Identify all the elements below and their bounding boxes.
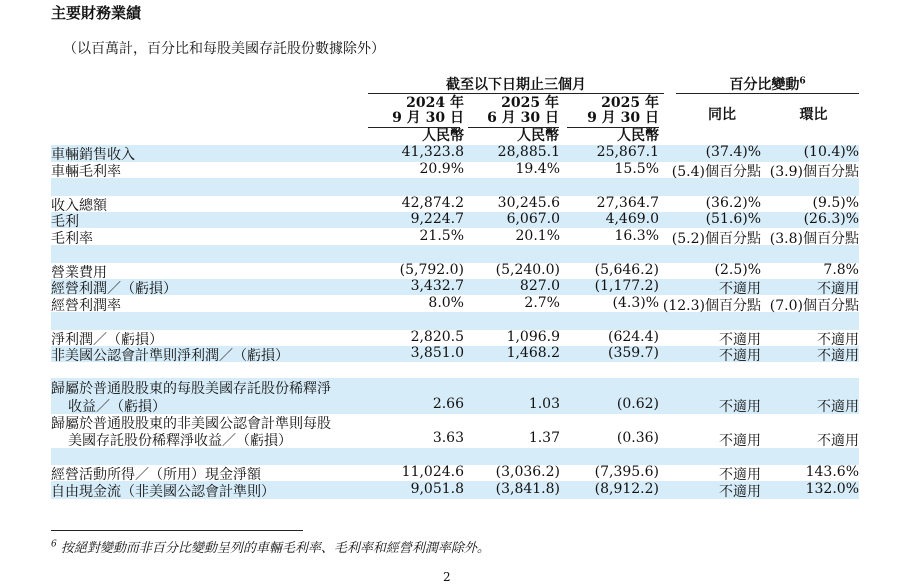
cell-q3-2025: 4,469.0 — [605, 211, 659, 227]
footnote-sup: 6 — [51, 539, 57, 550]
cell-q2-2025: 28,885.1 — [497, 144, 560, 160]
cell-q3-2025: (7,395.6) — [594, 464, 659, 480]
cell-q3-2024: 3,432.7 — [410, 278, 464, 294]
table-row — [51, 378, 859, 414]
cell-q3-2024: 41,323.8 — [401, 144, 464, 160]
col-header-3-year: 2025 年 — [601, 95, 659, 111]
cell-q3-2025: 15.5% — [614, 161, 659, 177]
header-rule-period — [368, 93, 664, 94]
cell-yoy: (37.4)% — [705, 144, 761, 160]
cell-qoq: (3.8)個百分點 — [769, 231, 859, 247]
cell-yoy: 不適用 — [719, 281, 761, 297]
header-rule-change — [676, 93, 859, 94]
row-label: 車輛銷售收入 — [51, 147, 135, 163]
row-label: 毛利率 — [51, 231, 93, 247]
col-header-1-date: 9 月 30 日 — [392, 110, 464, 126]
period-group-header: 截至以下日期止三個月 — [446, 77, 586, 93]
col-header-2 — [464, 96, 559, 126]
cell-q3-2025: (359.7) — [607, 345, 659, 361]
col-header-3 — [559, 96, 659, 126]
cell-yoy: 不適用 — [719, 348, 761, 364]
cell-q3-2025: 25,867.1 — [596, 144, 659, 160]
cell-q3-2025: (1,177.2) — [594, 278, 659, 294]
row-label-cont: 收益／（虧損） — [68, 399, 166, 415]
cell-q3-2025: (0.62) — [616, 396, 659, 412]
row-label: 經營利潤／（虧損） — [51, 281, 177, 297]
row-label: 歸屬於普通股股東的每股美國存託股份稀釋淨 — [51, 381, 331, 397]
cell-yoy: (2.5)% — [714, 262, 761, 278]
cell-qoq: 132.0% — [805, 481, 859, 497]
cell-yoy: (51.6)% — [705, 211, 761, 227]
cell-yoy: 不適用 — [719, 433, 761, 449]
band-9 — [51, 448, 859, 465]
cell-q3-2025: 16.3% — [614, 228, 659, 244]
cell-q2-2025: (3,841.8) — [495, 481, 560, 497]
currency-2: 人民幣 — [517, 128, 559, 144]
cell-q2-2025: (5,240.0) — [495, 262, 560, 278]
cell-qoq: (26.3)% — [803, 211, 859, 227]
cell-qoq: 143.6% — [805, 464, 859, 480]
col-header-2-date: 6 月 30 日 — [487, 110, 559, 126]
table-row — [51, 413, 859, 449]
cell-q3-2024: (5,792.0) — [399, 262, 464, 278]
cell-yoy: 不適用 — [719, 484, 761, 500]
footnote-rule — [51, 530, 303, 531]
cell-q3-2024: 11,024.6 — [401, 464, 464, 480]
cell-q2-2025: 2.7% — [524, 295, 560, 311]
cell-q3-2024: 9,051.8 — [410, 481, 464, 497]
cell-q2-2025: 1,096.9 — [506, 329, 560, 345]
cell-q3-2025: (4.3)% — [612, 295, 659, 311]
footnote — [51, 537, 490, 556]
cell-q3-2025: (5,646.2) — [594, 262, 659, 278]
cell-q2-2025: 1.03 — [528, 396, 560, 412]
cell-qoq: 不適用 — [817, 332, 859, 348]
cell-q3-2025: (8,912.2) — [594, 481, 659, 497]
row-label: 自由現金流（非美國公認會計準則） — [51, 484, 275, 500]
unit-note: （以百萬計，百分比和每股美國存託股份數據除外） — [63, 41, 385, 57]
cell-yoy: (5.2)個百分點 — [671, 231, 761, 247]
col-header-3-date: 9 月 30 日 — [587, 110, 659, 126]
cell-qoq: 7.8% — [823, 262, 859, 278]
cell-q2-2025: 19.4% — [515, 161, 560, 177]
cell-q2-2025: 30,245.6 — [497, 195, 560, 211]
row-label: 淨利潤／（虧損） — [51, 332, 163, 348]
cell-yoy: (5.4)個百分點 — [671, 164, 761, 180]
cell-yoy: 不適用 — [719, 332, 761, 348]
page-number: 2 — [443, 570, 451, 584]
currency-1: 人民幣 — [422, 128, 464, 144]
cell-q2-2025: 1,468.2 — [506, 345, 560, 361]
row-label: 車輛毛利率 — [51, 164, 121, 180]
col-header-qoq: 環比 — [799, 107, 828, 123]
col-header-1-year: 2024 年 — [406, 95, 464, 111]
cell-qoq: (10.4)% — [803, 144, 859, 160]
row-label: 非美國公認會計準則淨利潤／（虧損） — [51, 348, 289, 364]
cell-q3-2024: 2,820.5 — [410, 329, 464, 345]
cell-qoq: 不適用 — [817, 348, 859, 364]
cell-q2-2025: 20.1% — [515, 228, 560, 244]
cell-q2-2025: 1.37 — [528, 430, 560, 446]
cell-q2-2025: (3,036.2) — [495, 464, 560, 480]
cell-qoq: (9.5)% — [812, 195, 859, 211]
cell-yoy: (36.2)% — [705, 195, 761, 211]
col-header-2-year: 2025 年 — [501, 95, 559, 111]
row-label: 歸屬於普通股股東的非美國公認會計準則每股 — [51, 416, 331, 432]
row-label: 毛利 — [51, 214, 79, 230]
currency-3: 人民幣 — [617, 128, 659, 144]
col-header-yoy: 同比 — [708, 107, 736, 123]
section-title: 主要財務業績 — [51, 4, 142, 22]
cell-qoq: (7.0)個百分點 — [769, 298, 859, 314]
cell-q3-2024: 9,224.7 — [410, 211, 464, 227]
row-label: 收入總額 — [51, 198, 107, 214]
cell-qoq: 不適用 — [817, 433, 859, 449]
cell-q3-2024: 3.63 — [432, 430, 464, 446]
cell-q2-2025: 827.0 — [519, 278, 560, 294]
cell-q3-2024: 20.9% — [419, 161, 464, 177]
cell-q3-2024: 42,874.2 — [401, 195, 464, 211]
cell-q3-2024: 8.0% — [428, 295, 464, 311]
col-header-1 — [368, 96, 464, 126]
cell-q3-2024: 21.5% — [419, 228, 464, 244]
cell-yoy: 不適用 — [719, 399, 761, 415]
cell-q3-2025: (624.4) — [607, 329, 659, 345]
change-group-header — [676, 74, 859, 94]
cell-q3-2024: 2.66 — [432, 396, 464, 412]
change-group-sup: 6 — [799, 76, 806, 87]
row-label: 經營活動所得／（所用）現金淨額 — [51, 467, 261, 483]
row-label: 營業費用 — [51, 265, 107, 281]
cell-q2-2025: 6,067.0 — [506, 211, 560, 227]
row-label-cont: 美國存託股份稀釋淨收益／（虧損） — [68, 433, 292, 449]
cell-qoq: 不適用 — [817, 281, 859, 297]
footnote-text: 按絕對變動而非百分比變動呈列的車輛毛利率、毛利率和經營利潤率除外。 — [60, 541, 490, 556]
cell-q3-2025: (0.36) — [616, 430, 659, 446]
cell-q3-2025: 27,364.7 — [596, 195, 659, 211]
change-group-label: 百分比變動 — [729, 77, 800, 93]
cell-yoy: (12.3)個百分點 — [662, 298, 761, 314]
cell-qoq: (3.9)個百分點 — [769, 164, 859, 180]
cell-qoq: 不適用 — [817, 399, 859, 415]
cell-yoy: 不適用 — [719, 467, 761, 483]
cell-q3-2024: 3,851.0 — [410, 345, 464, 361]
row-label: 經營利潤率 — [51, 298, 121, 314]
